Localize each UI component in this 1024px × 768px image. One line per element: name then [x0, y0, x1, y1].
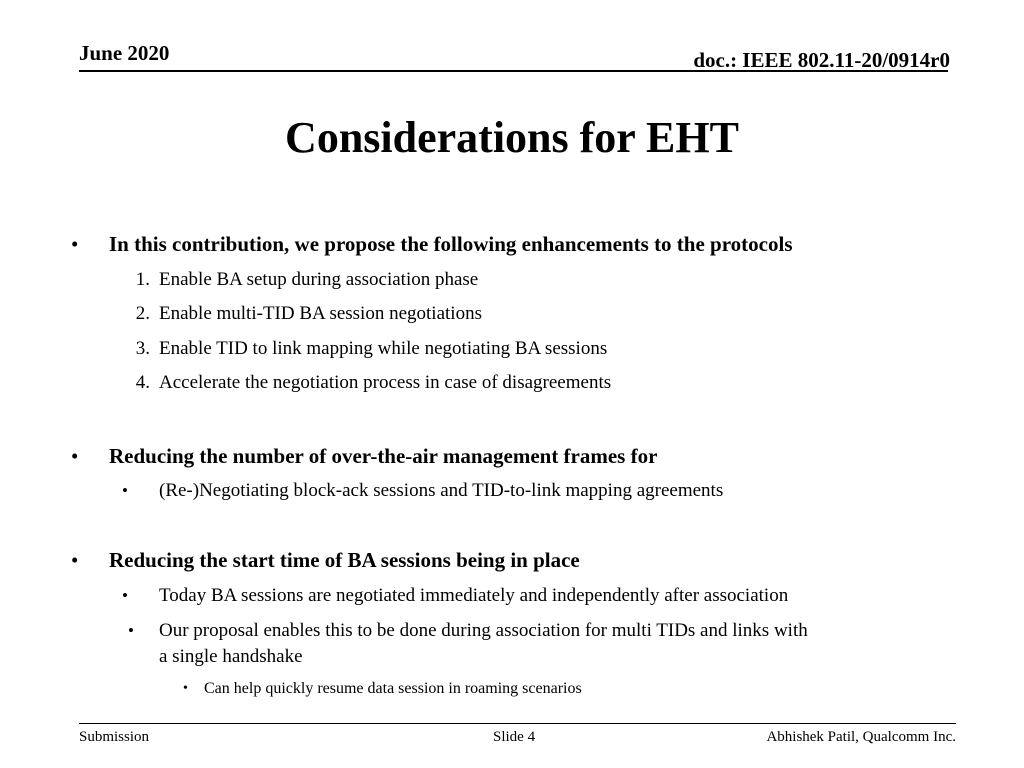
footer-slide-number: Slide 4 [493, 729, 536, 745]
section-3-bullet: • [71, 548, 79, 572]
section-3-item-2-line-2: a single handshake [159, 646, 303, 667]
section-3-subitem-1: Can help quickly resume data session in roaming scenarios [204, 680, 582, 697]
list-item-3-number: 3. [135, 338, 150, 359]
list-item-3: Enable TID to link mapping while negotiating BA sessions [159, 338, 608, 359]
footer-submission: Submission [79, 729, 150, 745]
list-item-1-number: 1. [135, 269, 150, 290]
section-1-bullet: • [71, 232, 79, 256]
section-1-heading: In this contribution, we propose the following enhancements to the protocols [109, 232, 793, 256]
list-item-2-number: 2. [135, 303, 150, 324]
list-item-4-number: 4. [135, 372, 150, 393]
section-3-item-2-bullet: • [128, 621, 134, 640]
list-item-2: Enable multi-TID BA session negotiations [159, 303, 482, 324]
section-3-subitem-1-bullet: • [183, 681, 188, 696]
list-item-1: Enable BA setup during association phase [159, 269, 479, 290]
section-3-item-1-bullet: • [122, 586, 128, 605]
section-3-item-2-line-1: Our proposal enables this to be done during association for multi TIDs and links with [159, 620, 808, 641]
section-3-item-1: Today BA sessions are negotiated immediately and independently after association [159, 585, 789, 606]
footer-author: Abhishek Patil, Qualcomm Inc. [766, 729, 956, 745]
slide-title: Considerations for EHT [285, 113, 739, 162]
section-2-bullet: • [71, 444, 79, 468]
section-2-heading: Reducing the number of over-the-air management frames for [109, 444, 658, 468]
header-doc-id: doc.: IEEE 802.11-20/0914r0 [693, 48, 950, 72]
list-item-4: Accelerate the negotiation process in case of disagreements [159, 372, 612, 393]
section-2-item-1: (Re-)Negotiating block-ack sessions and TID-to-link mapping agreements [159, 480, 724, 501]
header-rule [79, 70, 948, 72]
section-3-heading: Reducing the start time of BA sessions being in place [109, 548, 580, 572]
footer-rule [79, 723, 956, 724]
section-2-item-1-bullet: • [122, 481, 128, 500]
header-date: June 2020 [79, 41, 170, 65]
